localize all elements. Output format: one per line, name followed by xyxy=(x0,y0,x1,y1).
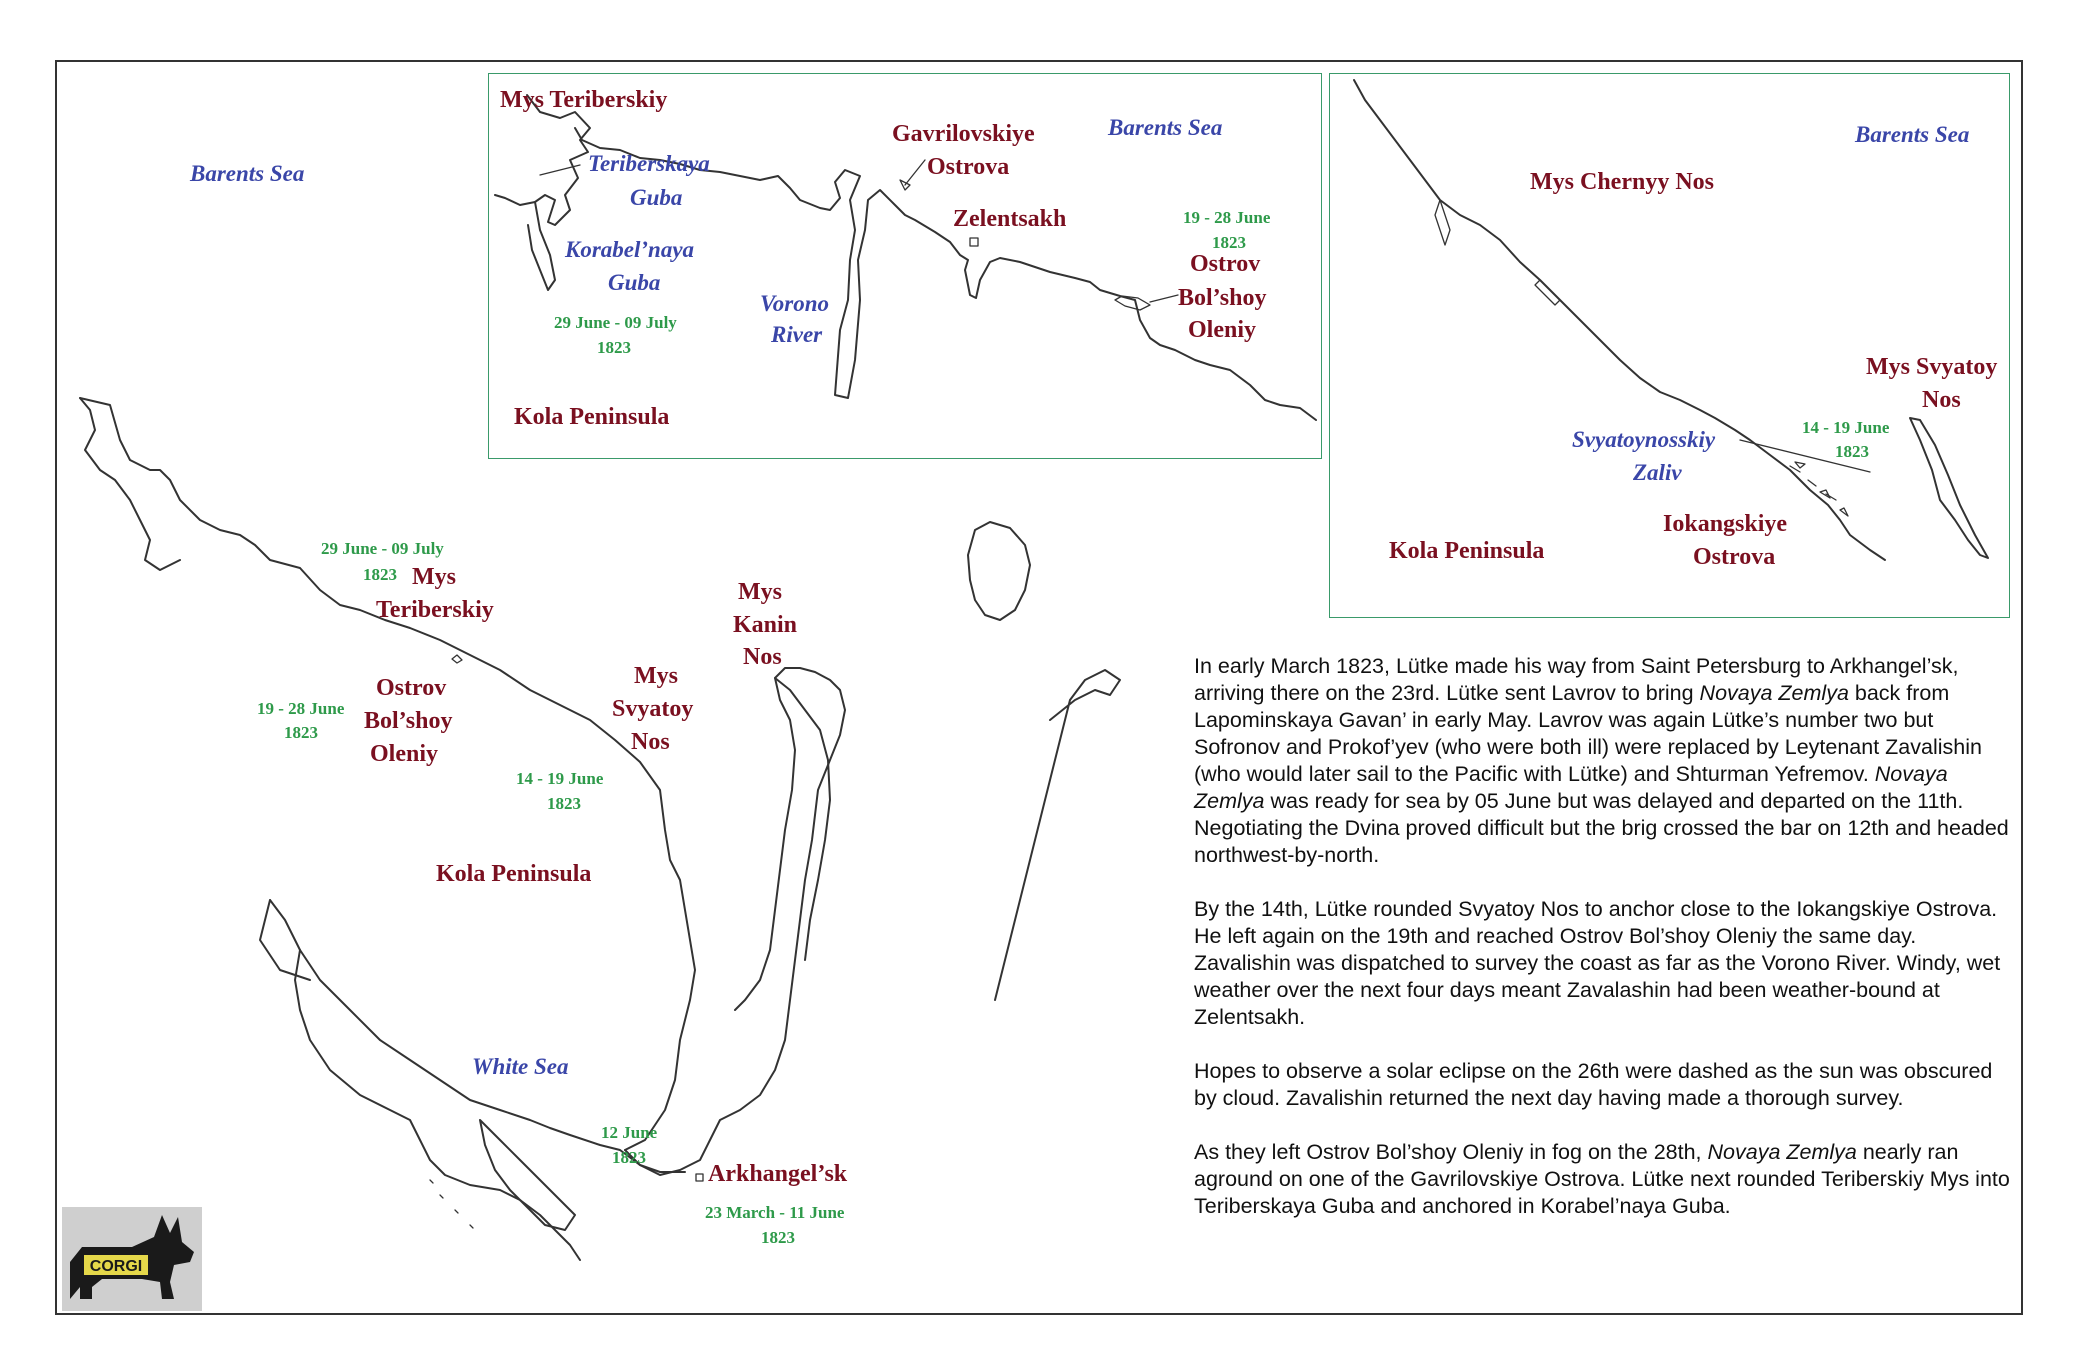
date-main-oleniy-1: 19 - 28 June xyxy=(257,699,345,718)
date-main-arkhangelsk-1: 23 March - 11 June xyxy=(705,1203,845,1222)
label-main-kanin-3: Nos xyxy=(743,644,782,670)
date-inset1-oleniy-1: 19 - 28 June xyxy=(1183,208,1271,227)
narr-p4-ship: Novaya Zemlya xyxy=(1707,1140,1857,1164)
label-main-teriberskiy-2: Teriberskiy xyxy=(376,597,494,623)
corgi-logo-icon xyxy=(62,1207,202,1311)
label-kola-peninsula-inset2: Kola Peninsula xyxy=(1389,538,1545,564)
main-kolguev-island xyxy=(968,522,1030,620)
narr-p1-ship-2: Novaya Zemlya xyxy=(1194,762,1948,813)
label-main-oleniy-1: Ostrov xyxy=(376,675,447,701)
label-white-sea: White Sea xyxy=(472,1054,569,1079)
main-arkhangelsk-marker xyxy=(696,1174,703,1181)
narr-p1-b: back from Lapominskaya Gavan’ in early May. Lavrov was again Lütke’s number two but Sofronov and Prokof’yev (who were both ill) were replaced by Leytenant Zavalishin (who would later sail to the Pacific with Lütke) and Shturman Yefremov. xyxy=(1194,681,1982,786)
label-main-svyatoy-2: Svyatoy xyxy=(612,696,694,722)
date-main-dvina-1: 12 June xyxy=(601,1123,658,1142)
label-svyatoynosskiy-zaliv-1: Svyatoynosskiy xyxy=(1572,427,1716,452)
date-inset2-1: 14 - 19 June xyxy=(1802,418,1890,437)
inset2-island-3 xyxy=(1840,508,1848,516)
label-barents-sea-inset1: Barents Sea xyxy=(1108,115,1223,140)
main-east-coast xyxy=(995,670,1120,1000)
label-korabelnaya-guba-2: Guba xyxy=(608,270,661,295)
label-arkhangelsk: Arkhangel’sk xyxy=(708,1161,848,1187)
corgi-logo xyxy=(62,1207,202,1311)
label-main-kola-peninsula: Kola Peninsula xyxy=(436,861,592,887)
label-mys-svyatoy-nos-inset-1: Mys Svyatoy xyxy=(1866,354,1998,380)
narrative-paragraph-4 xyxy=(1194,1139,2014,1220)
main-kandalaksha xyxy=(260,900,310,980)
label-main-svyatoy-1: Mys xyxy=(634,663,678,689)
inset2-island-1 xyxy=(1795,462,1805,468)
narrative-paragraph-2: By the 14th, Lütke rounded Svyatoy Nos to anchor close to the Iokangskiye Ostrova. He left again on the 19th and reached Ostrov Bol’shoy Oleniy the same day. Zavalishin was dispatched to survey the coast as far as the Vorono River. Windy, wet weather over the next four days meant Zavalashin had been weather-bound at Zelentsakh. xyxy=(1194,897,2001,1029)
inset1-coastline xyxy=(495,95,590,225)
date-main-teriberka-1: 29 June - 09 July xyxy=(321,539,444,558)
main-kanin xyxy=(775,678,830,960)
narr-p1-ship-1: Novaya Zemlya xyxy=(1699,681,1849,705)
label-iokangskiye-2: Ostrova xyxy=(1693,544,1776,570)
main-oleniy-marker xyxy=(452,655,462,663)
narr-p1-c: was ready for sea by 05 June but was delayed and departed on the 11th. Negotiating the Dvina proved difficult but the brig crossed the bar on 12th and headed northwest-by-north. xyxy=(1194,789,2009,867)
date-main-svyatoy-1: 14 - 19 June xyxy=(516,769,604,788)
white-sea-islands xyxy=(430,1180,473,1228)
label-teriberskaya-guba-1: Teriberskaya xyxy=(588,151,710,176)
label-main-oleniy-3: Oleniy xyxy=(370,741,439,767)
label-gavrilovskiye-2: Ostrova xyxy=(927,154,1010,180)
date-main-dvina-2: 1823 xyxy=(612,1148,646,1167)
label-barents-sea-main: Barents Sea xyxy=(190,161,305,186)
inset1-leader-2 xyxy=(905,160,925,185)
date-inset1-teriberka-2: 1823 xyxy=(597,338,631,357)
inset2-coastline xyxy=(1354,80,1885,560)
date-main-teriberka-2: 1823 xyxy=(363,565,397,584)
label-kola-peninsula-inset1: Kola Peninsula xyxy=(514,404,670,430)
label-main-svyatoy-3: Nos xyxy=(631,729,670,755)
label-vorono-river-1: Vorono xyxy=(760,291,830,316)
inset2-island-2 xyxy=(1820,490,1830,498)
corgi-logo-text: CORGI xyxy=(89,1258,143,1275)
date-inset1-oleniy-2: 1823 xyxy=(1212,233,1246,252)
date-main-arkhangelsk-2: 1823 xyxy=(761,1228,795,1247)
inset1-island xyxy=(1115,296,1150,310)
label-main-kanin-1: Mys xyxy=(738,579,782,605)
label-mys-svyatoy-nos-inset-2: Nos xyxy=(1922,387,1961,413)
label-main-oleniy-2: Bol’shoy xyxy=(364,708,453,734)
narrative-text xyxy=(1194,653,2014,1247)
date-main-svyatoy-2: 1823 xyxy=(547,794,581,813)
label-vorono-river-2: River xyxy=(771,322,823,347)
inset1-zelentsakh-marker xyxy=(970,238,978,246)
date-inset2-2: 1823 xyxy=(1835,442,1869,461)
main-northwest-coast xyxy=(80,398,180,570)
label-korabelnaya-guba-1: Korabel’naya xyxy=(565,237,695,262)
label-svyatoynosskiy-zaliv-2: Zaliv xyxy=(1633,460,1682,485)
label-oleniy-inset-1: Ostrov xyxy=(1190,251,1261,277)
label-barents-sea-inset2: Barents Sea xyxy=(1855,122,1970,147)
inset2-coastline-2 xyxy=(1910,418,1988,558)
label-mys-teriberskiy-inset: Mys Teriberskiy xyxy=(500,87,668,113)
inset1-leader-3 xyxy=(1150,295,1178,302)
date-inset1-teriberka-1: 29 June - 09 July xyxy=(554,313,677,332)
inset2-lake-2 xyxy=(1535,280,1560,305)
label-teriberskaya-guba-2: Guba xyxy=(630,185,683,210)
label-oleniy-inset-3: Oleniy xyxy=(1188,317,1257,343)
narrative-paragraph-1 xyxy=(1194,653,2014,869)
narrative-paragraph-3: Hopes to observe a solar eclipse on the 26th were dashed as the sun was obscured by cloud. Zavalishin returned the next day having made a thorough survey. xyxy=(1194,1059,1993,1110)
main-onega-peninsula xyxy=(480,1120,575,1230)
label-mys-chernyy-nos: Mys Chernyy Nos xyxy=(1530,169,1714,195)
label-oleniy-inset-2: Bol’shoy xyxy=(1178,285,1267,311)
label-main-teriberskiy-1: Mys xyxy=(412,564,456,590)
label-iokangskiye-1: Iokangskiye xyxy=(1663,511,1788,537)
narr-p1-a: In early March 1823, Lütke made his way from Saint Petersburg to Arkhangel’sk, arriving there on the 23rd. Lütke sent Lavrov to bring xyxy=(1194,654,1959,705)
label-zelentsakh: Zelentsakh xyxy=(953,206,1067,232)
label-gavrilovskiye-1: Gavrilovskiye xyxy=(892,121,1035,147)
narr-p4-b: nearly ran aground on one of the Gavrilovskiye Ostrova. Lütke next rounded Teriberskiy Mys into Teriberskaya Guba and anchored in Korabel’naya Guba. xyxy=(1194,1140,2010,1218)
label-main-kanin-2: Kanin xyxy=(733,612,798,638)
narr-p4-a: As they left Ostrov Bol’shoy Oleniy in fog on the 28th, xyxy=(1194,1140,1708,1164)
date-main-oleniy-2: 1823 xyxy=(284,723,318,742)
